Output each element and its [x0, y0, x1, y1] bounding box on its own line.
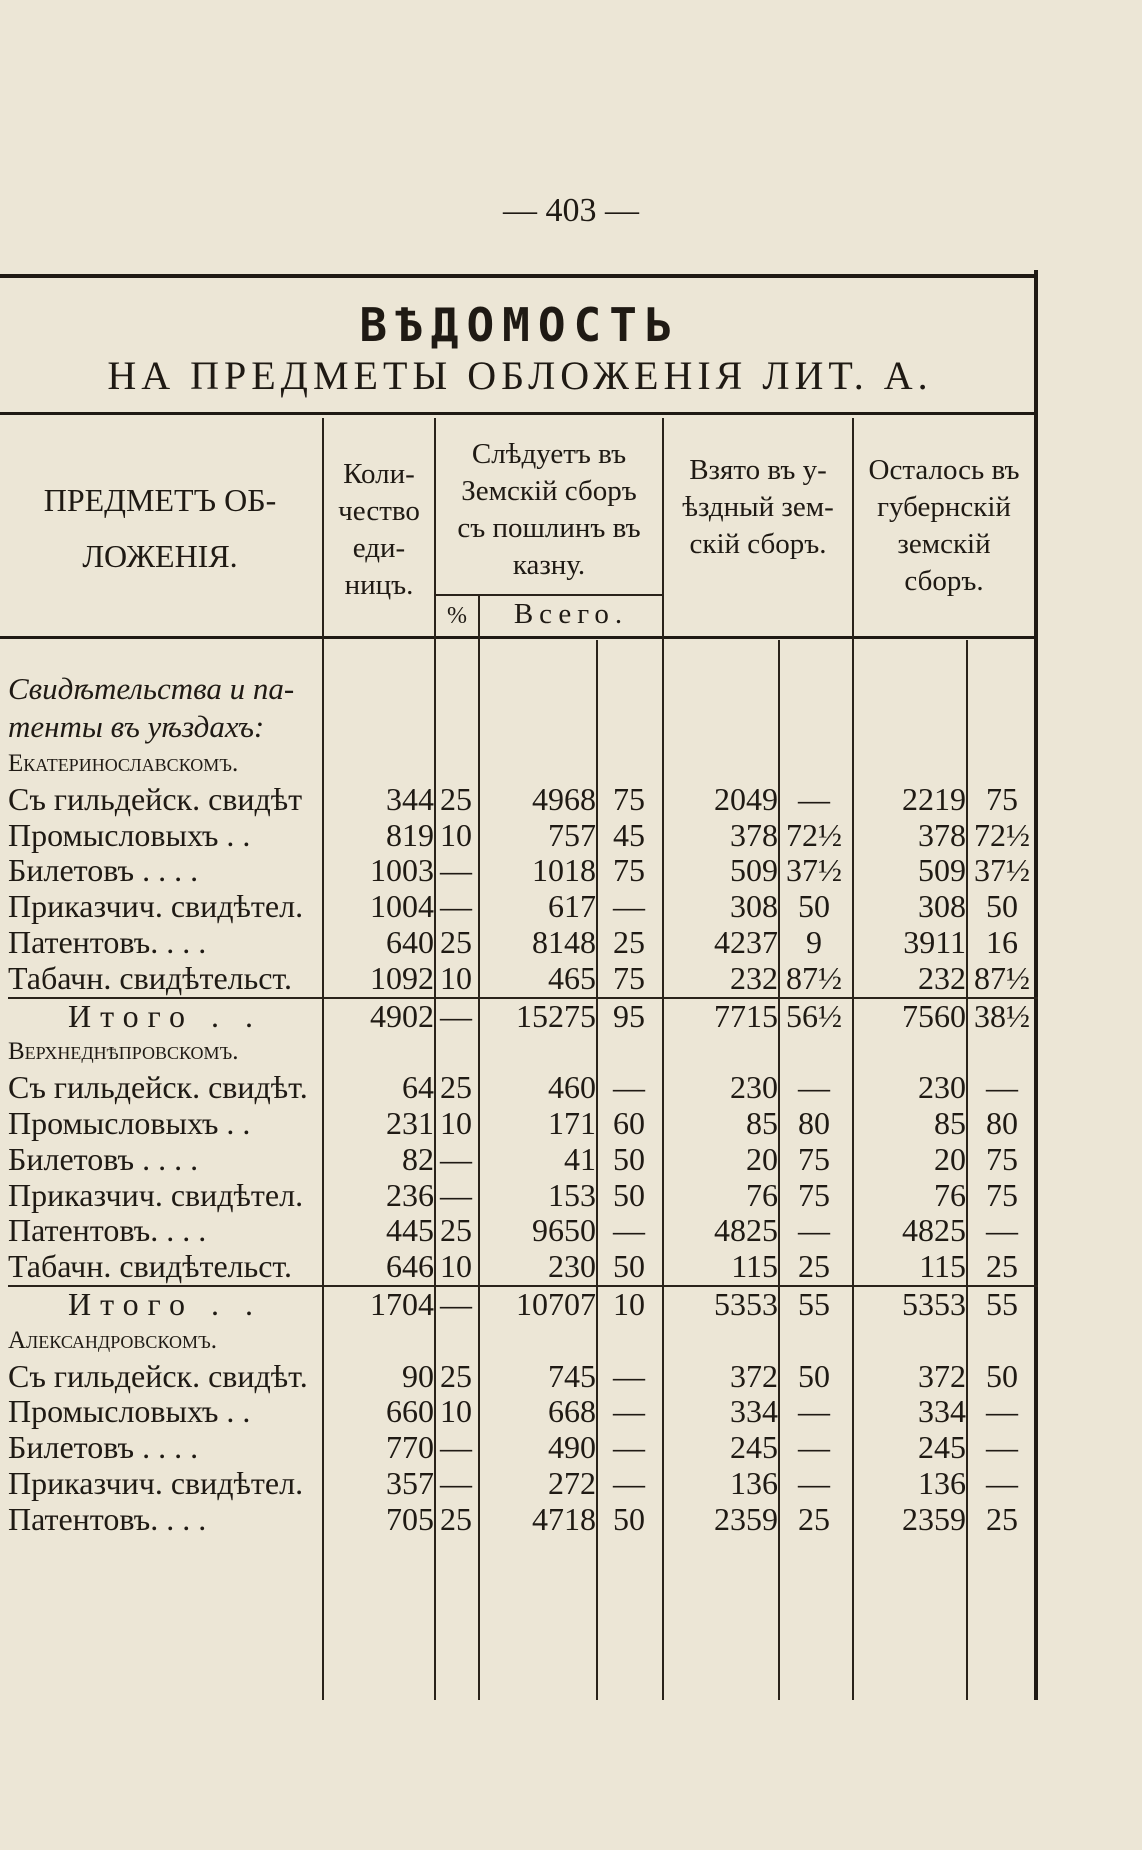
cell-c7: 3911 [903, 924, 966, 960]
cell-c8: — [986, 1465, 1018, 1501]
cell-c7 [850, 746, 966, 782]
cell-c5: 4237 [714, 924, 778, 960]
cell-c4: 75 [613, 853, 645, 889]
header-due-l2: Земскій сборъ [461, 475, 637, 507]
cell-c3: 1018 [532, 853, 596, 889]
cell-c8: 25 [986, 1249, 1018, 1285]
cell-c4: — [613, 889, 645, 925]
section-row [8, 746, 1038, 782]
cell-c1: 90 [402, 1358, 434, 1394]
cell-c3: 757 [548, 817, 596, 853]
row-label: Съ гильдейск. свидѣт. [8, 1070, 308, 1106]
cell-c2: — [440, 1141, 472, 1177]
cell-c1: 445 [386, 1213, 434, 1249]
cell-c4 [596, 670, 662, 708]
cell-c7: 232 [918, 960, 966, 996]
header-left-l3: земскій [897, 528, 991, 560]
row-label: тенты въ уѣздахъ: [8, 709, 265, 744]
cell-c7 [850, 670, 966, 708]
row-label: Билетовъ . . . . [8, 1141, 199, 1177]
header-qty-l1: Коли- [343, 458, 415, 490]
row-label: Промысловыхъ . . [8, 1105, 251, 1141]
header-taken-l2: ѣздный зем- [682, 491, 834, 523]
cell-c4: — [613, 1213, 645, 1249]
cell-c2: 10 [440, 1249, 472, 1285]
row-label: Приказчич. свидѣтел. [8, 1465, 304, 1501]
cell-c1: 660 [386, 1394, 434, 1430]
cell-c8: 55 [966, 1286, 1038, 1323]
cell-c3: 15275 [478, 998, 596, 1035]
row-label: Итого . . [8, 998, 322, 1035]
header-qty-l2: чество [338, 495, 420, 527]
cell-c8: 80 [986, 1105, 1018, 1141]
cell-c2: — [434, 998, 478, 1035]
cell-c5: 115 [731, 1249, 778, 1285]
cell-c2: — [440, 1177, 472, 1213]
cell-c2: 25 [440, 924, 472, 960]
cell-c6: 55 [778, 1286, 850, 1323]
cell-c2: 25 [440, 1070, 472, 1106]
cell-c2 [434, 708, 478, 746]
cell-c7: 509 [918, 853, 966, 889]
cell-c1 [322, 1323, 434, 1359]
cell-c1: 236 [386, 1177, 434, 1213]
cell-c5 [662, 1034, 778, 1070]
cell-c1 [322, 670, 434, 708]
header-due [436, 436, 662, 584]
section-row [8, 1323, 1038, 1359]
cell-c1: 64 [402, 1070, 434, 1106]
cell-c2: 10 [440, 1105, 472, 1141]
cell-c4: 10 [596, 1286, 662, 1323]
cell-c7: 378 [918, 817, 966, 853]
cell-c6: 75 [798, 1141, 830, 1177]
table-row [8, 782, 1038, 818]
cell-c3: 10707 [478, 1286, 596, 1323]
cell-c6: — [798, 1465, 830, 1501]
table-row [8, 1466, 1038, 1502]
row-label: Промысловыхъ . . [8, 1394, 251, 1430]
header-left-l2: губернскій [877, 491, 1011, 523]
cell-c2: — [434, 1286, 478, 1323]
table-row [8, 1502, 1038, 1538]
cell-c7: 2359 [902, 1501, 966, 1537]
table-row [8, 853, 1038, 889]
row-label: Съ гильдейск. свидѣт [8, 781, 303, 817]
document-subtitle: НА ПРЕДМЕТЫ ОБЛОЖЕНІЯ ЛИТ. А. [107, 353, 933, 398]
cell-c3: 490 [548, 1430, 596, 1466]
cell-c3 [478, 670, 596, 708]
cell-c7: 334 [918, 1394, 966, 1430]
header-pct: % [447, 603, 467, 629]
total-row [8, 998, 1038, 1035]
section-row [8, 1034, 1038, 1070]
header-taken-l3: скій сборъ. [689, 528, 827, 560]
cell-c7: 136 [918, 1465, 966, 1501]
header-due-l3: съ пошлинъ въ [457, 512, 641, 544]
cell-c8: 50 [986, 1358, 1018, 1394]
cell-c8: — [986, 1430, 1018, 1466]
cell-c6: — [798, 1070, 830, 1106]
cell-c1 [322, 1034, 434, 1070]
total-row [8, 1286, 1038, 1323]
top-rule [0, 274, 1038, 278]
cell-c4: 75 [613, 960, 645, 996]
cell-c2: — [440, 1465, 472, 1501]
cell-c4: 25 [613, 924, 645, 960]
cell-c7: 85 [934, 1105, 966, 1141]
cell-c7: 5353 [850, 1286, 966, 1323]
cell-c2: 25 [440, 1358, 472, 1394]
cell-c1: 1704 [322, 1286, 434, 1323]
cell-c4: 50 [613, 1141, 645, 1177]
table-row [8, 1178, 1038, 1214]
cell-c2 [434, 670, 478, 708]
row-label: Патентовъ. . . . [8, 1213, 207, 1249]
cell-c2 [434, 1323, 478, 1359]
cell-c5 [662, 746, 778, 782]
cell-c5: 2359 [714, 1501, 778, 1537]
cell-c2: 10 [440, 960, 472, 996]
document-title: ВѢДОМОСТЬ [359, 298, 681, 352]
cell-c8: 38½ [966, 998, 1038, 1035]
table-row [8, 1430, 1038, 1466]
header-taken [664, 452, 852, 563]
cell-c7: 115 [919, 1249, 966, 1285]
cell-c4 [596, 708, 662, 746]
cell-c3: 153 [548, 1177, 596, 1213]
cell-c2: 10 [440, 817, 472, 853]
cell-c6: 87½ [786, 960, 842, 996]
cell-c3 [478, 1323, 596, 1359]
header-taken-l1: Взято въ у- [689, 454, 827, 486]
cell-c6: — [798, 1213, 830, 1249]
row-label: Табачн. свидѣтельст. [8, 1249, 292, 1285]
cell-c7: 245 [918, 1430, 966, 1466]
cell-c4: 45 [613, 817, 645, 853]
cell-c3 [478, 1034, 596, 1070]
cell-c3: 230 [548, 1249, 596, 1285]
row-label: Билетовъ . . . . [8, 853, 199, 889]
cell-c3: 465 [548, 960, 596, 996]
cell-c3: 272 [548, 1465, 596, 1501]
cell-c6 [778, 670, 850, 708]
cell-c4: — [613, 1358, 645, 1394]
cell-c4 [596, 1323, 662, 1359]
cell-c5: 85 [746, 1105, 778, 1141]
cell-c5 [662, 670, 778, 708]
title-bottom-rule [0, 412, 1034, 415]
cell-c4 [596, 746, 662, 782]
cell-c3 [478, 746, 596, 782]
data-table [8, 670, 1038, 1538]
page-number: — 403 — [503, 192, 639, 229]
cell-c8: 87½ [974, 960, 1030, 996]
header-due-l1: Слѣдуетъ въ [471, 438, 627, 470]
cell-c6: 50 [798, 1358, 830, 1394]
cell-c8: 50 [986, 889, 1018, 925]
cell-c1: 4902 [322, 998, 434, 1035]
cell-c6: 9 [806, 924, 822, 960]
cell-c7: 20 [934, 1141, 966, 1177]
table-row [8, 1213, 1038, 1249]
table-row [8, 1394, 1038, 1430]
cell-c1: 82 [402, 1141, 434, 1177]
cell-c1: 705 [386, 1501, 434, 1537]
cell-c6: 56½ [778, 998, 850, 1035]
cell-c1 [322, 746, 434, 782]
table-row [8, 708, 1038, 746]
header-item [10, 472, 310, 584]
table-row [8, 670, 1038, 708]
header-item-line1: ПРЕДМЕТЪ ОБ- [43, 482, 277, 518]
cell-c7 [850, 1323, 966, 1359]
cell-c6: 37½ [786, 853, 842, 889]
cell-c6: — [798, 1430, 830, 1466]
header-bottom-rule [0, 636, 1034, 639]
cell-c2: 25 [440, 1213, 472, 1249]
cell-c2: 25 [440, 1501, 472, 1537]
row-label: Промысловыхъ . . [8, 817, 251, 853]
cell-c6: 50 [798, 889, 830, 925]
cell-c7: 76 [934, 1177, 966, 1213]
cell-c3: 41 [564, 1141, 596, 1177]
cell-c8 [966, 746, 1038, 782]
cell-c5: 7715 [662, 998, 778, 1035]
cell-c3: 745 [548, 1358, 596, 1394]
cell-c6: — [798, 1394, 830, 1430]
cell-c7: 4825 [902, 1213, 966, 1249]
row-label: Приказчич. свидѣтел. [8, 1177, 304, 1213]
cell-c8 [966, 708, 1038, 746]
cell-c6 [778, 708, 850, 746]
cell-c8 [966, 1323, 1038, 1359]
cell-c7: 230 [918, 1070, 966, 1106]
row-label: Приказчич. свидѣтел. [8, 889, 304, 925]
cell-c6: 75 [798, 1177, 830, 1213]
header-qty-l4: ницъ. [344, 569, 414, 601]
cell-c4: — [613, 1070, 645, 1106]
table-row [8, 1106, 1038, 1142]
cell-c5: 5353 [662, 1286, 778, 1323]
cell-c1: 344 [386, 781, 434, 817]
table-row [8, 1359, 1038, 1395]
cell-c8: 75 [986, 1177, 1018, 1213]
cell-c6: 80 [798, 1105, 830, 1141]
row-label: Свидѣтельства и па- [8, 671, 295, 706]
cell-c6: 25 [798, 1249, 830, 1285]
cell-c8 [966, 670, 1038, 708]
row-label: Патентовъ. . . . [8, 924, 207, 960]
row-label: Табачн. свидѣтельст. [8, 960, 292, 996]
header-due-l4: казну. [512, 549, 586, 581]
cell-c5: 372 [730, 1358, 778, 1394]
table-row [8, 1249, 1038, 1286]
cell-c1: 640 [386, 924, 434, 960]
cell-c3: 9650 [532, 1213, 596, 1249]
cell-c3: 4968 [532, 781, 596, 817]
cell-c4: 60 [613, 1105, 645, 1141]
cell-c3: 668 [548, 1394, 596, 1430]
cell-c4: 50 [613, 1501, 645, 1537]
header-qty [324, 456, 434, 604]
cell-c1: 646 [386, 1249, 434, 1285]
cell-c5: 4825 [714, 1213, 778, 1249]
cell-c5: 76 [746, 1177, 778, 1213]
cell-c4: 75 [613, 781, 645, 817]
cell-c3: 171 [548, 1105, 596, 1141]
cell-c1: 770 [386, 1430, 434, 1466]
cell-c5: 245 [730, 1430, 778, 1466]
cell-c3: 617 [548, 889, 596, 925]
cell-c5: 509 [730, 853, 778, 889]
header-item-line2: ЛОЖЕНІЯ. [82, 538, 238, 574]
cell-c2: — [440, 889, 472, 925]
cell-c3 [478, 708, 596, 746]
row-label: Александровскомъ. [8, 1326, 217, 1354]
cell-c7: 308 [918, 889, 966, 925]
cell-c8: — [986, 1070, 1018, 1106]
row-label: Екатеринославскомъ. [8, 750, 239, 777]
cell-c6: 72½ [786, 817, 842, 853]
table-row [8, 889, 1038, 925]
cell-c4: 95 [596, 998, 662, 1035]
cell-c1 [322, 708, 434, 746]
cell-c8: 75 [986, 781, 1018, 817]
cell-c5: 378 [730, 817, 778, 853]
table-row [8, 1070, 1038, 1106]
cell-c3: 460 [548, 1070, 596, 1106]
cell-c2: 25 [440, 781, 472, 817]
cell-c1: 1004 [370, 889, 434, 925]
cell-c3: 4718 [532, 1501, 596, 1537]
cell-c2: 10 [440, 1394, 472, 1430]
cell-c6: — [798, 781, 830, 817]
header-left [854, 452, 1034, 600]
cell-c8 [966, 1034, 1038, 1070]
row-label: Верхнеднѣпровскомъ. [8, 1038, 239, 1066]
table-row [8, 961, 1038, 998]
cell-c1: 1092 [370, 960, 434, 996]
cell-c5: 334 [730, 1394, 778, 1430]
cell-c1: 357 [386, 1465, 434, 1501]
cell-c7: 372 [918, 1358, 966, 1394]
cell-c7 [850, 708, 966, 746]
cell-c3: 8148 [532, 924, 596, 960]
cell-c8: 75 [986, 1141, 1018, 1177]
table-row [8, 1142, 1038, 1178]
cell-c1: 819 [386, 817, 434, 853]
cell-c2 [434, 746, 478, 782]
cell-c4: 50 [613, 1177, 645, 1213]
cell-c8: 16 [986, 924, 1018, 960]
cell-c6 [778, 1323, 850, 1359]
cell-c8: — [986, 1394, 1018, 1430]
cell-c5: 20 [746, 1141, 778, 1177]
header-left-l1: Осталось въ [868, 454, 1020, 486]
cell-c4: 50 [613, 1249, 645, 1285]
cell-c2: — [440, 853, 472, 889]
cell-c8: 72½ [974, 817, 1030, 853]
header-qty-l3: еди- [352, 532, 406, 564]
cell-c5: 2049 [714, 781, 778, 817]
table-row [8, 818, 1038, 854]
cell-c1: 231 [386, 1105, 434, 1141]
cell-c5: 230 [730, 1070, 778, 1106]
row-label: Итого . . [8, 1286, 322, 1323]
cell-c8: — [986, 1213, 1018, 1249]
cell-c2: — [440, 1430, 472, 1466]
cell-c7 [850, 1034, 966, 1070]
cell-c6 [778, 746, 850, 782]
row-label: Билетовъ . . . . [8, 1430, 199, 1466]
cell-c7: 7560 [850, 998, 966, 1035]
cell-c6: 25 [798, 1501, 830, 1537]
cell-c5: 232 [730, 960, 778, 996]
cell-c2 [434, 1034, 478, 1070]
header-left-l4: сборъ. [904, 565, 984, 597]
cell-c5 [662, 708, 778, 746]
cell-c4: — [613, 1430, 645, 1466]
cell-c5: 308 [730, 889, 778, 925]
table-row [8, 925, 1038, 961]
cell-c4 [596, 1034, 662, 1070]
cell-c1: 1003 [370, 853, 434, 889]
cell-c5: 136 [730, 1465, 778, 1501]
cell-c6 [778, 1034, 850, 1070]
cell-c8: 37½ [974, 853, 1030, 889]
cell-c4: — [613, 1465, 645, 1501]
cell-c8: 25 [986, 1501, 1018, 1537]
row-label: Патентовъ. . . . [8, 1501, 207, 1537]
header-total: Всего. [513, 598, 629, 630]
cell-c5 [662, 1323, 778, 1359]
cell-c7: 2219 [902, 781, 966, 817]
cell-c4: — [613, 1394, 645, 1430]
row-label: Съ гильдейск. свидѣт. [8, 1358, 308, 1394]
